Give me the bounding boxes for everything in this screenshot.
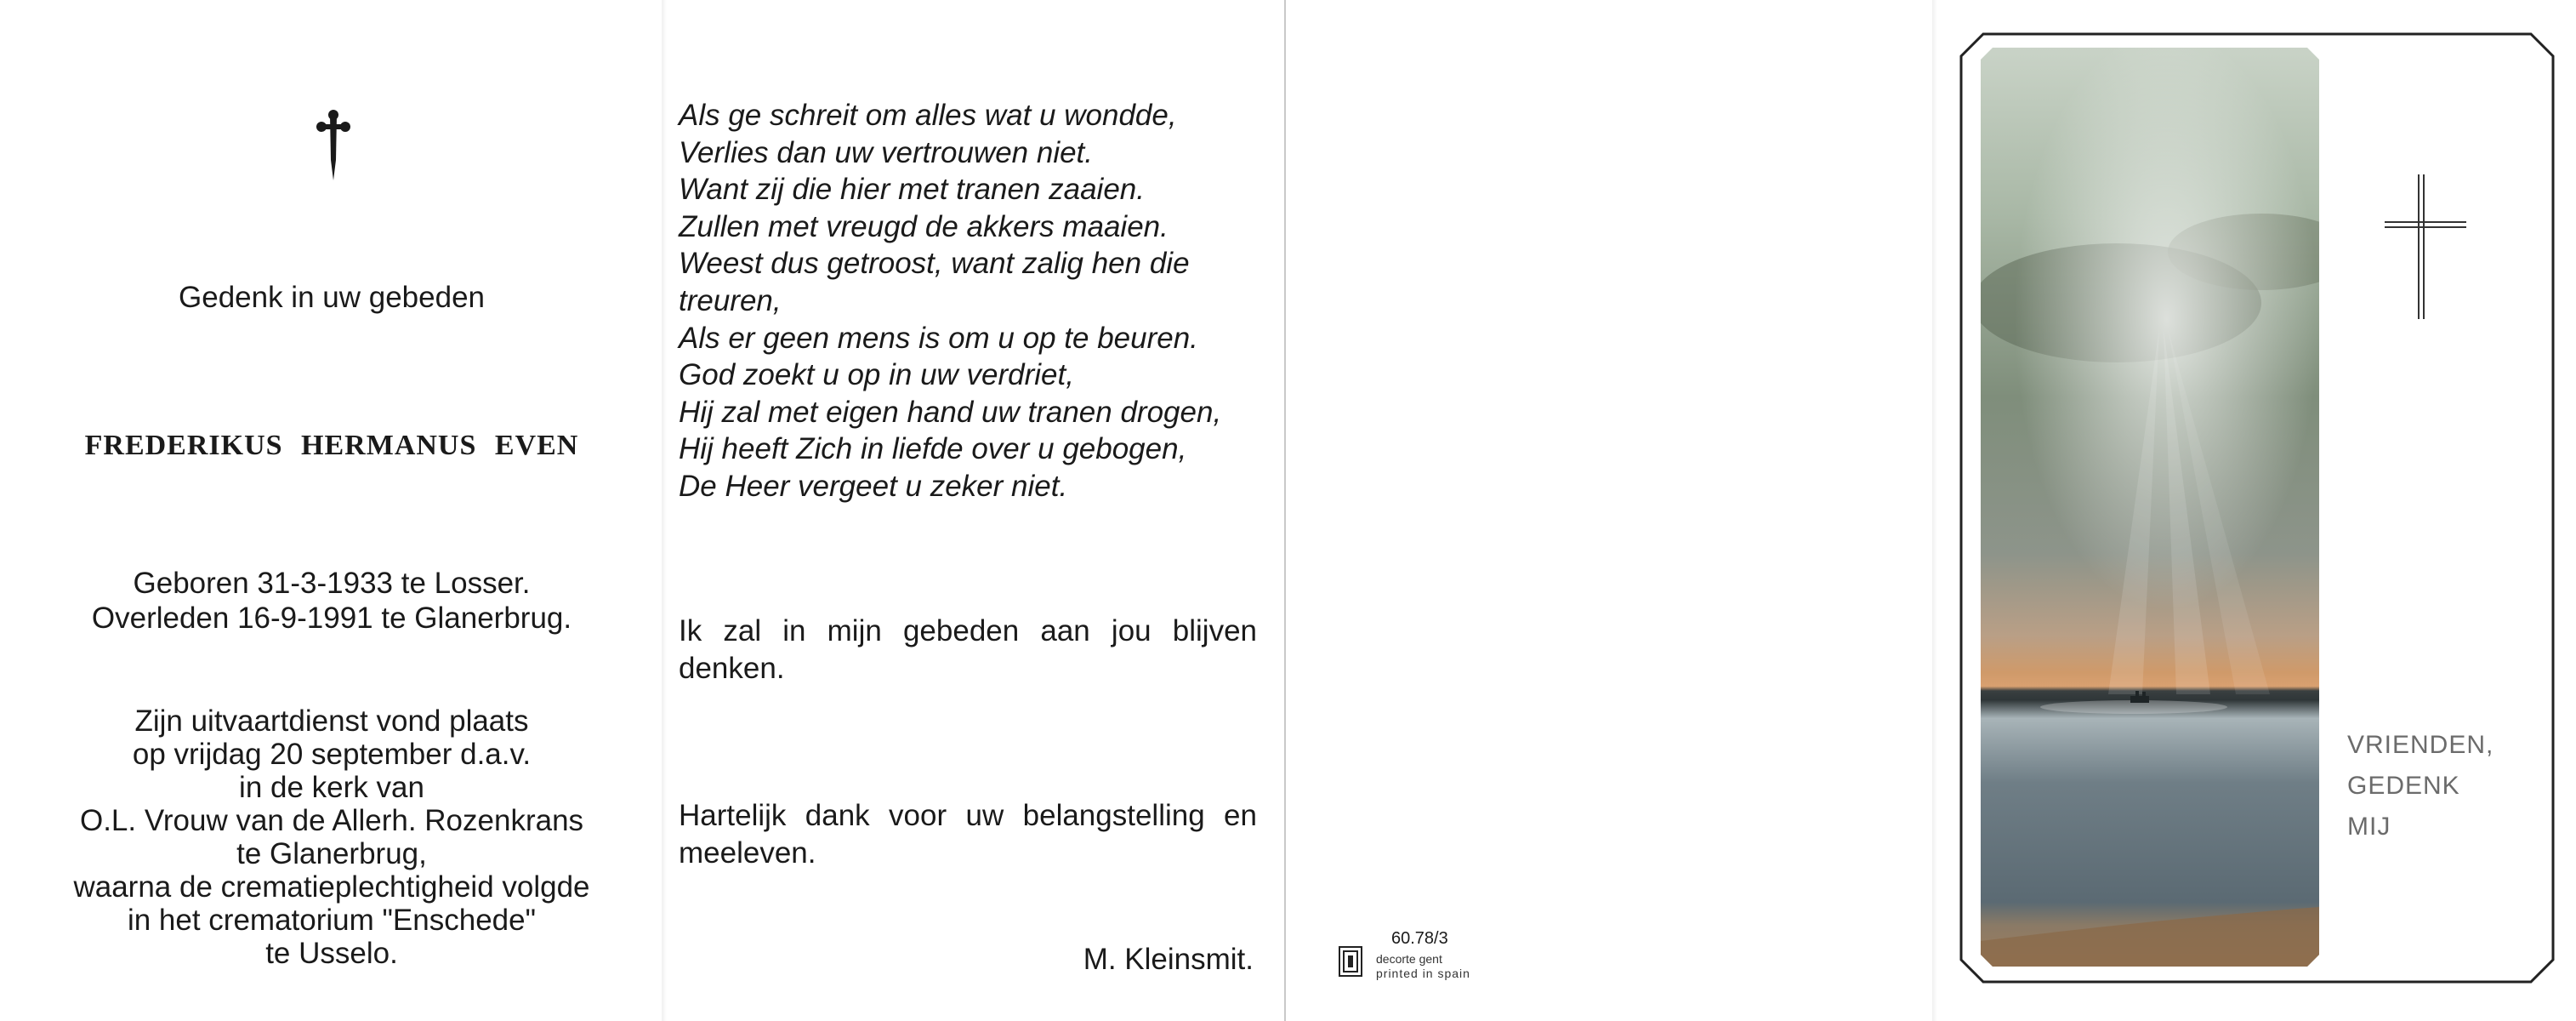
service-line: op vrijdag 20 september d.a.v. <box>132 738 532 771</box>
birth-line: Geboren 31-3-1933 te Losser. <box>133 567 531 600</box>
service-line: te Glanerbrug, <box>236 837 427 870</box>
poem-line: De Heer vergeet u zeker niet. <box>679 469 1068 503</box>
poem-line: Zullen met vreugd de akkers maaien. <box>679 209 1169 243</box>
thanks-text: Hartelijk dank voor uw belangstelling en meeleven. <box>679 799 1257 870</box>
poem-line: Verlies dan uw vertrouwen niet. <box>679 135 1094 169</box>
poem <box>679 97 1221 505</box>
service-line: Zijn uitvaartdienst vond plaats <box>134 704 529 738</box>
motto-line: VRIENDEN, <box>2347 731 2494 759</box>
funeral-service-text <box>0 704 663 970</box>
poem-line: Want zij die hier met tranen zaaien. <box>679 173 1145 207</box>
outside-spread <box>1288 0 2576 1021</box>
ornate-cross-icon <box>315 109 352 180</box>
service-line: te Usselo. <box>265 937 398 970</box>
deceased-name: FREDERIKUS HERMANUS EVEN <box>84 430 579 461</box>
service-line: in het crematorium "Enschede" <box>127 904 537 937</box>
service-line: O.L. Vrouw van de Allerh. Rozenkrans <box>79 804 584 837</box>
signature: M. Kleinsmit. <box>1083 943 1254 976</box>
prayer-text: Ik zal in mijn gebeden aan jou blijven denken. <box>679 614 1257 685</box>
front-motto <box>2347 725 2494 847</box>
motto-line: GEDENK <box>2347 772 2460 800</box>
thin-cross-icon <box>2385 174 2466 319</box>
poem-panel <box>679 0 1274 1021</box>
imprint-country: printed in spain <box>1376 967 1470 980</box>
poem-line: God zoekt u op in uw verdriet, <box>679 358 1074 392</box>
poem-line: Als er geen mens is om u op te beuren. <box>679 321 1198 355</box>
poem-line: Hij heeft Zich in liefde over u gebogen, <box>679 432 1187 466</box>
service-line: in de kerk van <box>239 771 424 804</box>
poem-line: treuren, <box>679 283 782 317</box>
intro-text: Gedenk in uw gebeden <box>179 281 485 314</box>
sunset-lake-photo <box>1981 48 2319 967</box>
obituary-panel <box>0 0 663 1021</box>
poem-line: Als ge schreit om alles wat u wondde, <box>679 99 1177 132</box>
motto-line: MIJ <box>2347 813 2391 841</box>
service-line: waarna de crematieplechtigheid volgde <box>73 870 590 904</box>
poem-line: Weest dus getroost, want zalig hen die <box>679 247 1190 281</box>
publisher-logo-icon <box>1339 946 1362 977</box>
inside-spread <box>0 0 1286 1021</box>
center-fold <box>1932 0 1937 1021</box>
imprint-code: 60.78/3 <box>1391 929 1448 948</box>
imprint-publisher: decorte gent <box>1376 952 1442 966</box>
poem-line: Hij zal met eigen hand uw tranen drogen, <box>679 395 1222 429</box>
life-dates <box>0 566 663 636</box>
death-line: Overleden 16-9-1991 te Glanerbrug. <box>91 602 572 635</box>
